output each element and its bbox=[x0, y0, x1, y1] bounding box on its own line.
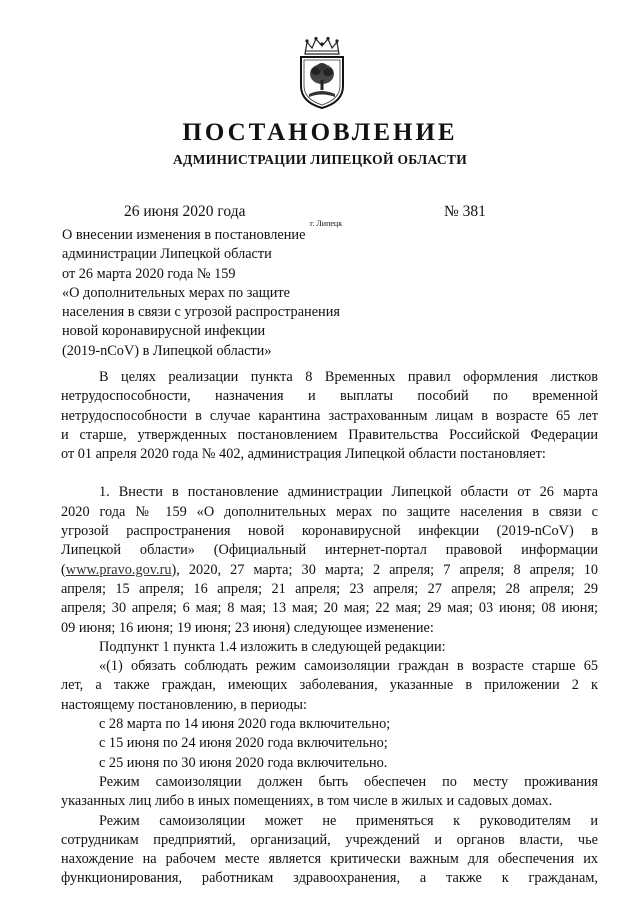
item-1-paragraph bbox=[61, 483, 598, 637]
period-item: с 15 июня по 24 июня 2020 года включительно; bbox=[99, 735, 388, 752]
lipetsk-coat-of-arms-icon bbox=[295, 36, 349, 110]
body-line: указанных лиц либо в иных помещениях, в том числе в жилых и садовых домах. bbox=[61, 793, 553, 810]
body-line: нетрудоспособности в случае карантина застрахованным лицам в возрасте 65 лет bbox=[61, 407, 598, 424]
period-list bbox=[61, 715, 598, 773]
subject-line: новой коронавирусной инфекции bbox=[62, 323, 266, 340]
place-paragraph bbox=[61, 773, 598, 812]
body-line: функционирования, работникам здравоохранения, а также к гражданам, bbox=[61, 870, 598, 887]
body-line: Подпункт 1 пункта 1.4 изложить в следующей редакции: bbox=[99, 638, 446, 655]
body-line: 09 июня; 16 июня; 19 июня; 23 июня) следующее изменение: bbox=[61, 619, 434, 636]
body-line: и старше, утвержденных постановлением Правительства Российской Федерации bbox=[61, 426, 598, 443]
subject-line: «О дополнительных мерах по защите bbox=[62, 284, 290, 301]
body-line: апреля; 30 апреля; 6 мая; 8 мая; 13 мая; 20 мая; 22 мая; 29 мая; 03 июня; 08 июня; bbox=[61, 600, 598, 617]
body-line: угрозой распространения новой коронавирусной инфекции (2019-nCoV) в bbox=[61, 523, 598, 540]
body-line: лет, а также граждан, имеющих заболевания, указанные в приложении 2 к bbox=[61, 677, 598, 694]
document-title: ПОСТАНОВЛЕНИЕ bbox=[182, 119, 458, 146]
body-line: В целях реализации пункта 8 Временных правил оформления листков bbox=[99, 369, 598, 385]
body-line-with-link: (www.pravo.gov.ru), 2020, 27 марта; 30 марта; 2 апреля; 7 апреля; 8 апреля; 10 bbox=[61, 561, 598, 578]
body-line: сотрудникам предприятий, организаций, учреждений и органов власти, чье bbox=[61, 831, 598, 848]
subject-line: от 26 марта 2020 года № 159 bbox=[62, 265, 236, 282]
body-line: «(1) обязать соблюдать режим самоизоляции граждан в возрасте старше 65 bbox=[99, 658, 598, 675]
subject-line: населения в связи с угрозой распространения bbox=[62, 304, 340, 321]
body-line: от 01 апреля 2020 года № 402, администрация Липецкой области постановляет: bbox=[61, 446, 546, 463]
document-body bbox=[61, 368, 598, 889]
subject-line: администрации Липецкой области bbox=[62, 246, 272, 263]
document-date: 26 июня 2020 года bbox=[124, 203, 246, 220]
exception-paragraph bbox=[61, 812, 598, 889]
body-line: настоящему постановлению, в периоды: bbox=[61, 696, 307, 713]
body-line: апреля; 15 апреля; 16 апреля; 21 апреля; 23 апреля; 27 апреля; 28 апреля; 29 bbox=[61, 580, 598, 597]
body-line: Режим самоизоляции должен быть обеспечен по месту проживания bbox=[99, 773, 598, 790]
subject-line: (2019-nCoV) в Липецкой области» bbox=[62, 342, 272, 359]
body-line: Липецкой области» (Официальный интернет-портал правовой информации bbox=[61, 542, 598, 559]
body-line: Режим самоизоляции может не применяться к руководителям и bbox=[99, 812, 598, 829]
quoted-provision bbox=[61, 657, 598, 715]
preamble-paragraph bbox=[61, 368, 598, 464]
period-item: с 28 марта по 14 июня 2020 года включительно; bbox=[99, 716, 391, 733]
issuing-authority: АДМИНИСТРАЦИИ ЛИПЕЦКОЙ ОБЛАСТИ bbox=[172, 152, 468, 167]
document-subject bbox=[62, 226, 342, 361]
body-line: нахождение на рабочем месте является критически важным для обеспечения их bbox=[61, 851, 598, 868]
period-item: с 25 июня по 30 июня 2020 года включительно. bbox=[99, 754, 388, 771]
subject-line: О внесении изменения в постановление bbox=[62, 227, 306, 243]
subitem-intro bbox=[61, 638, 598, 657]
body-line: нетрудоспособности, назначения и выплаты пособий по временной bbox=[61, 388, 598, 405]
body-line: 1. Внести в постановление администрации Липецкой области от 26 марта bbox=[99, 484, 598, 501]
body-line: 2020 года № 159 «О дополнительных мерах по защите населения в связи с bbox=[61, 503, 598, 520]
document-city: г. Липецк bbox=[310, 219, 343, 228]
document-number: № 381 bbox=[444, 203, 486, 220]
pravo-portal-link[interactable]: www.pravo.gov.ru bbox=[65, 561, 172, 578]
